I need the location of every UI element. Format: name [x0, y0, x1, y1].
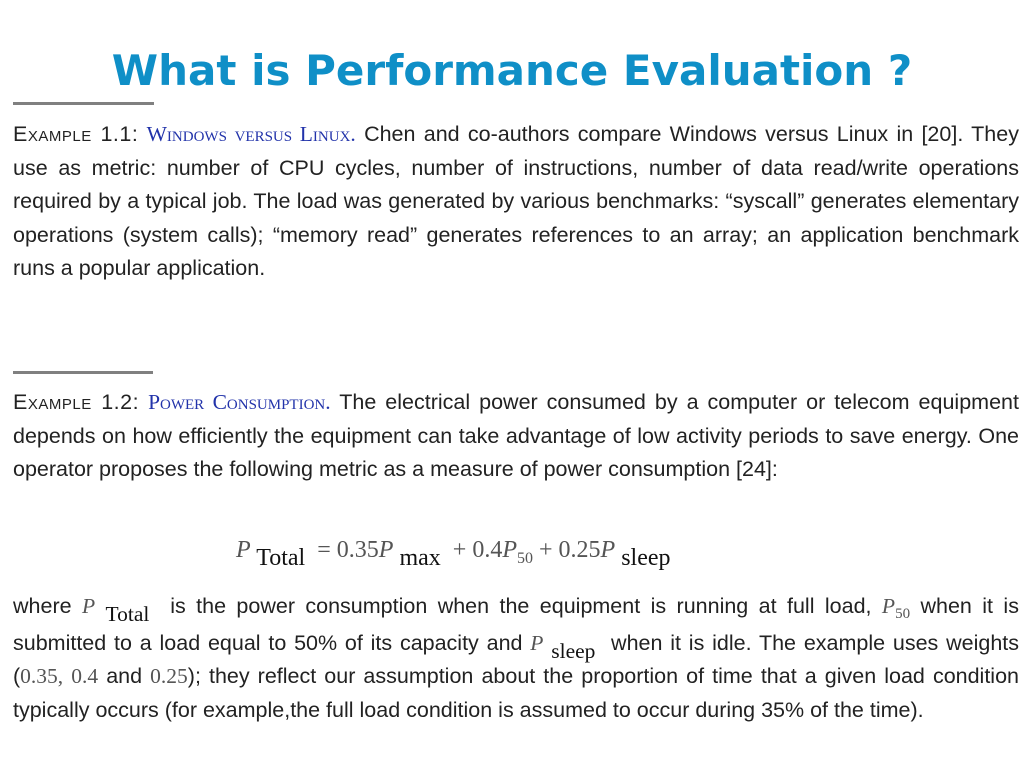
eq-coef-2: + 0.4: [452, 537, 503, 563]
expl-text-3: when it is idle. The example uses weights (: [13, 630, 1019, 688]
expl-comma: ,: [57, 664, 64, 688]
eq-p-max: P: [378, 537, 394, 563]
expl-p-total: P: [81, 594, 96, 618]
expl-text-1: is the power consumption when the equipment is running at full load,: [170, 594, 872, 618]
eq-p-50: P: [502, 537, 517, 563]
explanation-paragraph: [13, 590, 1019, 727]
example-1-heading: Windows versus Linux.: [146, 122, 356, 146]
expl-and: and: [106, 664, 143, 688]
expl-where: where: [13, 594, 72, 618]
divider-2: [13, 371, 153, 374]
divider-1: [13, 102, 154, 105]
example-2-text: The electrical power consumed by a computer or telecom equipment depends on how efficiently the equipment can take advantage of low activity periods to save energy. One operator proposes the following metric as a measure of power consumption [24]:: [13, 390, 1019, 481]
expl-sub-total: Total: [105, 602, 150, 626]
expl-weight-b: 0.4: [71, 664, 99, 688]
expl-text-2: when it is submitted to a load equal to 50% of its capacity and: [13, 594, 1019, 655]
example-1-paragraph: [13, 118, 1019, 286]
example-2-paragraph: [13, 386, 1019, 487]
power-equation: [236, 537, 671, 571]
expl-text-4: ); they reflect our assumption about the proportion of time that a given load condition typically occurs (for example,the full load condition is assumed to occur during 35% of the time).: [13, 664, 1020, 722]
eq-coef-1: = 0.35: [317, 537, 379, 563]
expl-p-sleep: P: [530, 630, 544, 655]
eq-sub-total: Total: [256, 545, 306, 571]
page-title: What is Performance Evaluation ?: [111, 46, 913, 95]
example-1-label: Example 1.1:: [13, 122, 139, 146]
expl-p-50: P: [881, 594, 896, 618]
expl-weight-a: 0.35: [20, 664, 58, 688]
expl-sub-50: 50: [895, 606, 911, 622]
eq-coef-3: + 0.25: [539, 537, 601, 563]
eq-p-total: P: [236, 537, 251, 563]
example-1-text: Chen and co-authors compare Windows versus Linux in [20]. They use as metric: number of CPU cycles, number of instructions, number of data read/write operations required by a typical job. The load was generated by various benchmarks: “syscall” generates elementary operations (system calls); “memory read” generates references to an array; an application benchmark runs a popular application.: [13, 122, 1019, 280]
eq-sub-max: max: [399, 545, 441, 571]
example-2-label: Example 1.2:: [13, 390, 140, 414]
example-2-heading: Power Consumption.: [148, 390, 331, 414]
eq-sub-sleep: sleep: [621, 545, 671, 571]
eq-p-sleep: P: [600, 537, 616, 563]
expl-weight-c: 0.25: [150, 664, 188, 688]
expl-sub-sleep: sleep: [551, 638, 596, 663]
eq-sub-50: 50: [517, 550, 533, 567]
